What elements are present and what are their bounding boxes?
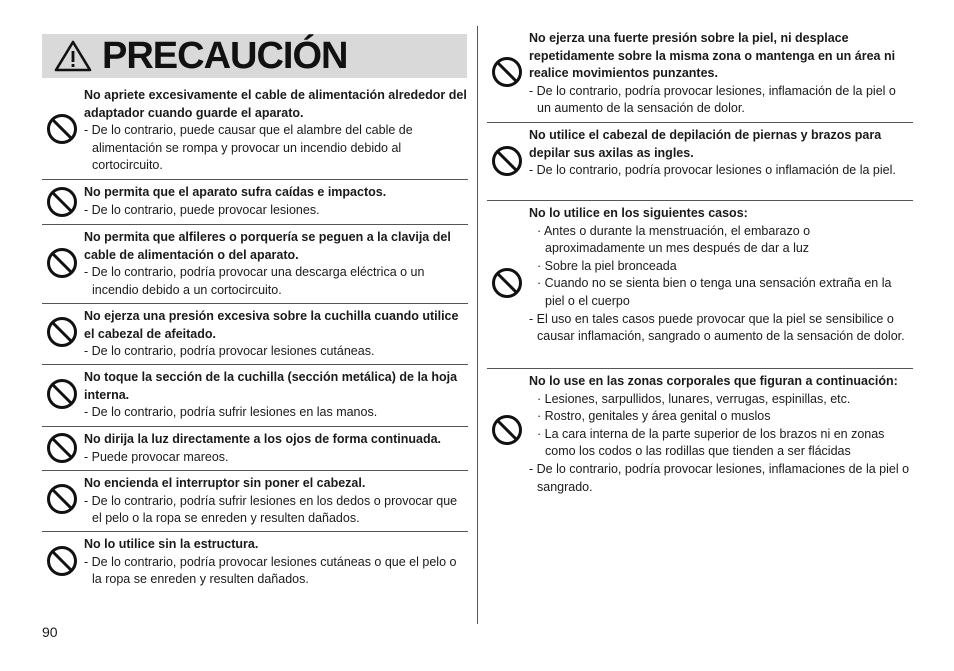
caution-sub-item: · Antes o durante la menstruación, el embarazo o aproximadamente un mes después de dar a luz — [537, 223, 811, 256]
caution-note: - De lo contrario, podría provocar lesiones, inflamación de la piel o un aumento de la sensación de dolor. — [529, 83, 896, 116]
caution-note: - De lo contrario, podría provocar lesiones o inflamación de la piel. — [529, 163, 896, 178]
caution-item — [42, 426, 468, 470]
prohibition-icon — [491, 145, 523, 177]
prohibition-icon — [46, 483, 78, 515]
caution-note: - El uso en tales casos puede provocar que la piel se sensibilice o causar inflamación, sangrado o aumento de la sensación de dolor. — [529, 311, 905, 344]
prohibition-icon — [46, 186, 78, 218]
prohibition-icon — [491, 414, 523, 446]
caution-note: - De lo contrario, podría sufrir lesiones en las manos. — [84, 405, 378, 420]
prohibition-icon — [46, 113, 78, 145]
prohibition-icon — [46, 545, 78, 577]
warning-triangle-icon — [54, 40, 92, 72]
caution-note: - De lo contrario, podría sufrir lesiones en los dedos o provocar que el pelo o la ropa se enreden y resulten dañados. — [84, 493, 458, 526]
caution-heading: No utilice el cabezal de depilación de piernas y brazos para depilar sus axilas as ingles. — [529, 128, 882, 160]
caution-heading: No apriete excesivamente el cable de alimentación alrededor del adaptador cuando guarde el aparato. — [84, 88, 467, 120]
caution-item — [42, 86, 468, 179]
caution-item — [42, 224, 468, 303]
caution-sub-item: · Rostro, genitales y área genital o muslos — [537, 409, 771, 424]
caution-note: - De lo contrario, puede causar que el alambre del cable de alimentación se rompa y provocar un incendio debido al cortocircuito. — [84, 123, 413, 173]
caution-item — [487, 368, 913, 498]
prohibition-icon — [491, 267, 523, 299]
caution-item — [42, 179, 468, 224]
caution-heading: No lo use en las zonas corporales que figuran a continuación: — [529, 374, 898, 388]
caution-item — [487, 122, 913, 200]
caution-item — [42, 470, 468, 531]
caution-item — [487, 200, 913, 368]
page-number: 90 — [42, 624, 58, 640]
prohibition-icon — [46, 316, 78, 348]
caution-item — [42, 364, 468, 426]
caution-sub-item: · Cuando no se sienta bien o tenga una sensación extraña en la piel o el cuerpo — [537, 276, 892, 308]
caution-note: - De lo contrario, podría provocar lesiones cutáneas o que el pelo o la ropa se enreden y resulten dañados. — [84, 554, 457, 587]
caution-note: - De lo contrario, podría provocar una descarga eléctrica o un incendio debido a un cortocircuito. — [84, 265, 425, 297]
caution-sub-item: · La cara interna de la parte superior de los brazos ni en zonas como los codos o las rodillas que tienden a ser flácidas — [537, 426, 885, 459]
caution-heading: No toque la sección de la cuchilla (sección metálica) de la hoja interna. — [84, 370, 458, 402]
caution-heading: No encienda el interruptor sin poner el cabezal. — [84, 476, 366, 490]
prohibition-icon — [491, 56, 523, 88]
column-divider — [477, 26, 478, 624]
caution-heading: No permita que el aparato sufra caídas e impactos. — [84, 185, 387, 199]
caution-note: - De lo contrario, podría provocar lesiones cutáneas. — [84, 344, 375, 359]
caution-note: - Puede provocar mareos. — [84, 449, 229, 464]
caution-title-bar — [42, 34, 467, 78]
caution-heading: No ejerza una presión excesiva sobre la cuchilla cuando utilice el cabezal de afeitado. — [84, 309, 459, 341]
caution-heading: No permita que alfileres o porquería se peguen a la clavija del cable de alimentación o del aparato. — [84, 230, 451, 262]
caution-item — [42, 303, 468, 364]
caution-heading: No ejerza una fuerte presión sobre la piel, ni desplace repetidamente sobre la misma zona o mantenga en un área ni realice movimientos punzantes. — [529, 31, 896, 81]
prohibition-icon — [46, 247, 78, 279]
caution-sub-item: · Lesiones, sarpullidos, lunares, verrugas, espinillas, etc. — [537, 391, 851, 406]
caution-note: - De lo contrario, puede provocar lesiones. — [84, 202, 320, 217]
prohibition-icon — [46, 378, 78, 410]
caution-note: - De lo contrario, podría provocar lesiones, inflamaciones de la piel o sangrado. — [529, 461, 910, 494]
caution-heading: No dirija la luz directamente a los ojos de forma continuada. — [84, 432, 442, 446]
page-title: PRECAUCIÓN — [102, 35, 348, 77]
caution-item — [42, 531, 468, 593]
caution-sub-item: · Sobre la piel bronceada — [537, 258, 677, 273]
caution-heading: No lo utilice en los siguientes casos: — [529, 206, 748, 220]
caution-heading: No lo utilice sin la estructura. — [84, 537, 259, 551]
caution-item — [487, 29, 913, 122]
prohibition-icon — [46, 432, 78, 464]
